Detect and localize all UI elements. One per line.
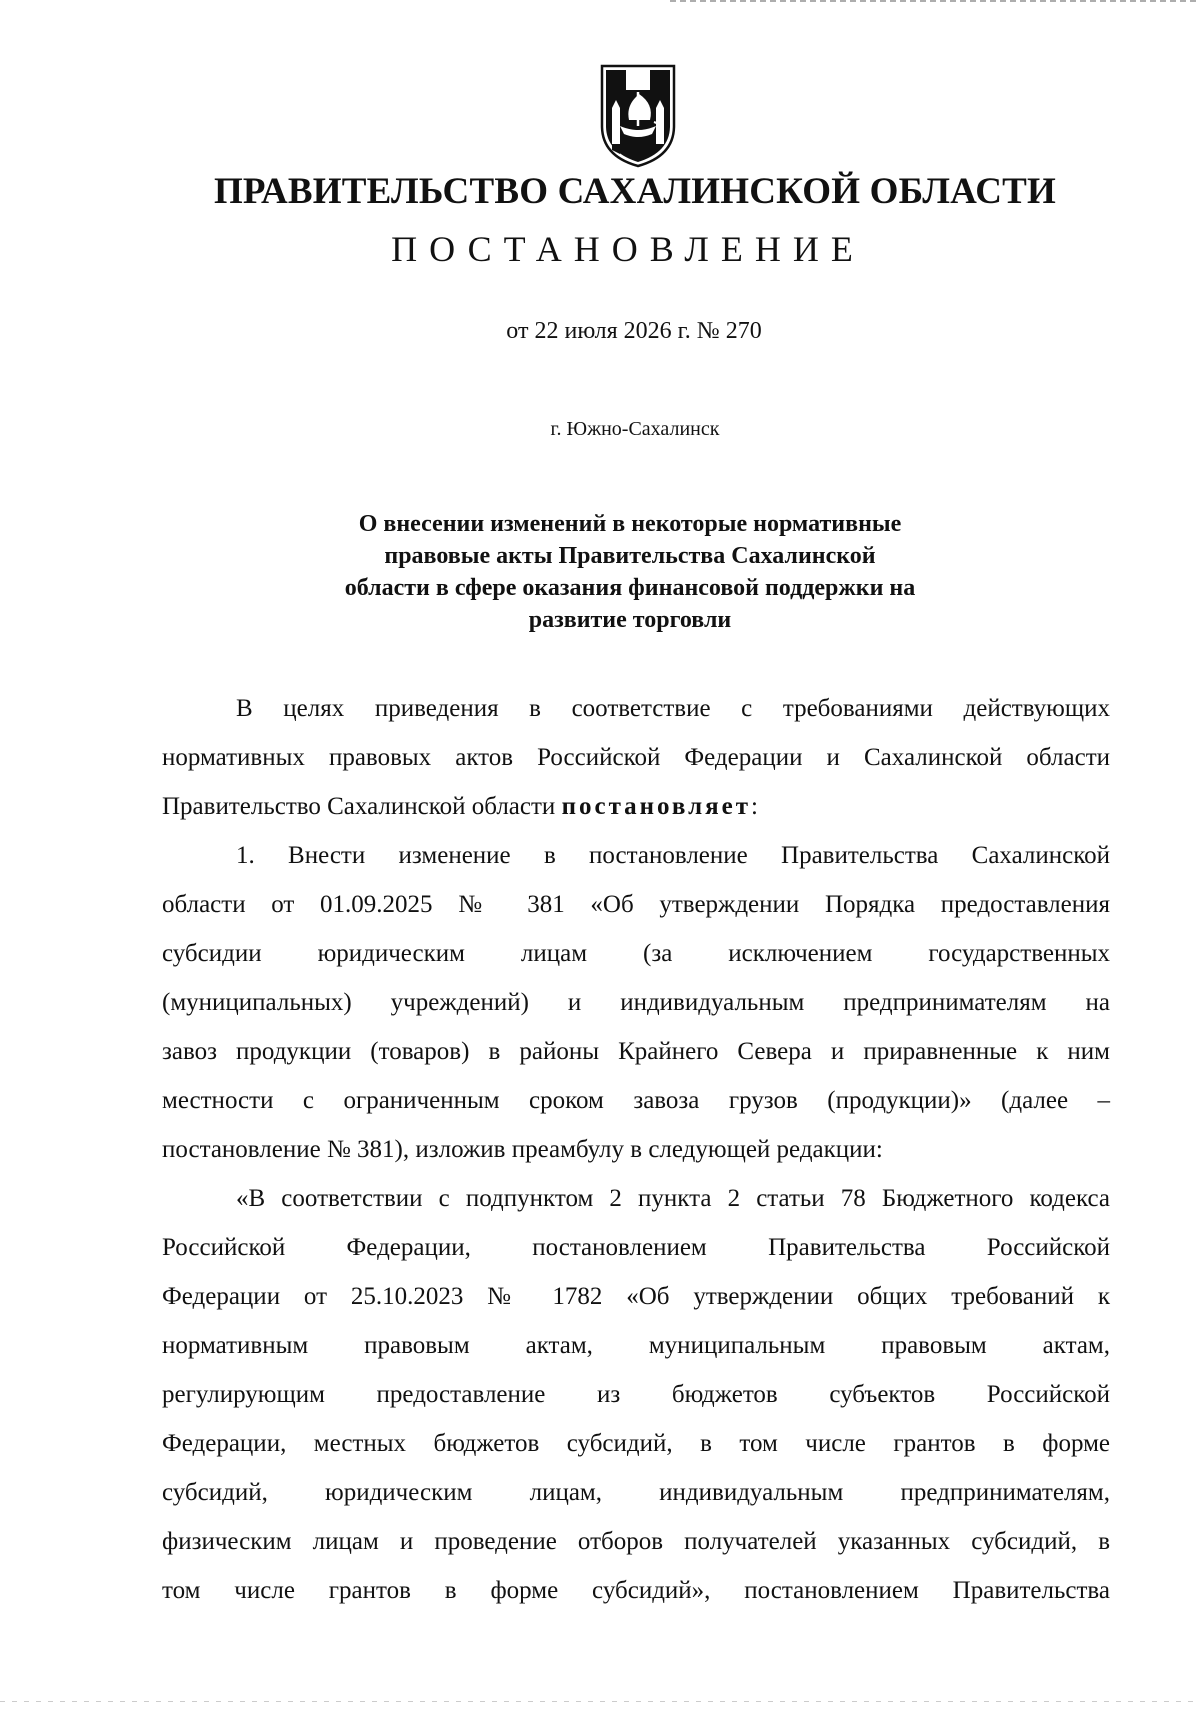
coat-of-arms-emblem xyxy=(590,64,686,168)
document-date-number: от 22 июля 2026 г. № 270 xyxy=(506,318,762,344)
paragraph-line: физическим лицам и проведение отборов получателей указанных субсидий, в xyxy=(162,1528,1110,1555)
paragraph-line: В целях приведения в соответствие с требованиями действующих xyxy=(236,695,1110,722)
paragraph-line: постановление № 381), изложив преамбулу в следующей редакции: xyxy=(162,1136,883,1163)
heading-line: правовые акты Правительства Сахалинской xyxy=(384,543,876,569)
paragraph-line: субсидии юридическим лицам (за исключением государственных xyxy=(162,940,1110,967)
document-type: ПОСТАНОВЛЕНИЕ xyxy=(391,229,865,269)
document-city: г. Южно-Сахалинск xyxy=(550,418,720,440)
resolution-suffix: : xyxy=(751,793,758,820)
paragraph-line: регулирующим предоставление из бюджетов субъектов Российской xyxy=(162,1381,1110,1408)
document-heading xyxy=(250,508,1010,636)
paragraph-line: нормативным правовым актам, муниципальным правовым актам, xyxy=(162,1332,1110,1359)
paragraph-line: местности с ограниченным сроком завоза грузов (продукции)» (далее – xyxy=(162,1087,1110,1114)
paragraph-line: области от 01.09.2025 № 381 «Об утверждении Порядка предоставления xyxy=(162,891,1110,918)
paragraph-line: Российской Федерации, постановлением Правительства Российской xyxy=(162,1234,1110,1261)
heading-line: О внесении изменений в некоторые нормативные xyxy=(358,511,902,537)
paragraph-line: 1. Внести изменение в постановление Правительства Сахалинской xyxy=(236,842,1110,869)
resolution-keyword: постановляет xyxy=(561,793,752,820)
paragraph-line: субсидий, юридическим лицам, индивидуальным предпринимателям, xyxy=(162,1479,1110,1506)
paragraph-line: Федерации, местных бюджетов субсидий, в том числе грантов в форме xyxy=(162,1430,1110,1457)
resolution-prefix: Правительство Сахалинской области xyxy=(162,793,562,820)
paragraph-line: (муниципальных) учреждений) и индивидуальным предпринимателям на xyxy=(162,989,1110,1016)
paragraph-line: «В соответствии с подпунктом 2 пункта 2 статьи 78 Бюджетного кодекса xyxy=(236,1185,1110,1212)
paragraph-line: завоз продукции (товаров) в районы Крайнего Севера и приравненные к ним xyxy=(162,1038,1110,1065)
paragraph-line xyxy=(162,782,1110,831)
paragraph-line: Федерации от 25.10.2023 № 1782 «Об утверждении общих требований к xyxy=(162,1283,1110,1310)
scan-artifact-bottom xyxy=(0,1701,1200,1702)
document-body xyxy=(162,684,1110,1615)
heading-line: развитие торговли xyxy=(528,607,732,633)
paragraph-line: нормативных правовых актов Российской Федерации и Сахалинской области xyxy=(162,744,1110,771)
paragraph-line: том числе грантов в форме субсидий», постановлением Правительства xyxy=(162,1577,1110,1604)
scan-artifact-top xyxy=(670,0,1200,2)
heading-line: области в сфере оказания финансовой поддержки на xyxy=(344,575,916,601)
organization-title: ПРАВИТЕЛЬСТВО САХАЛИНСКОЙ ОБЛАСТИ xyxy=(213,171,1057,212)
